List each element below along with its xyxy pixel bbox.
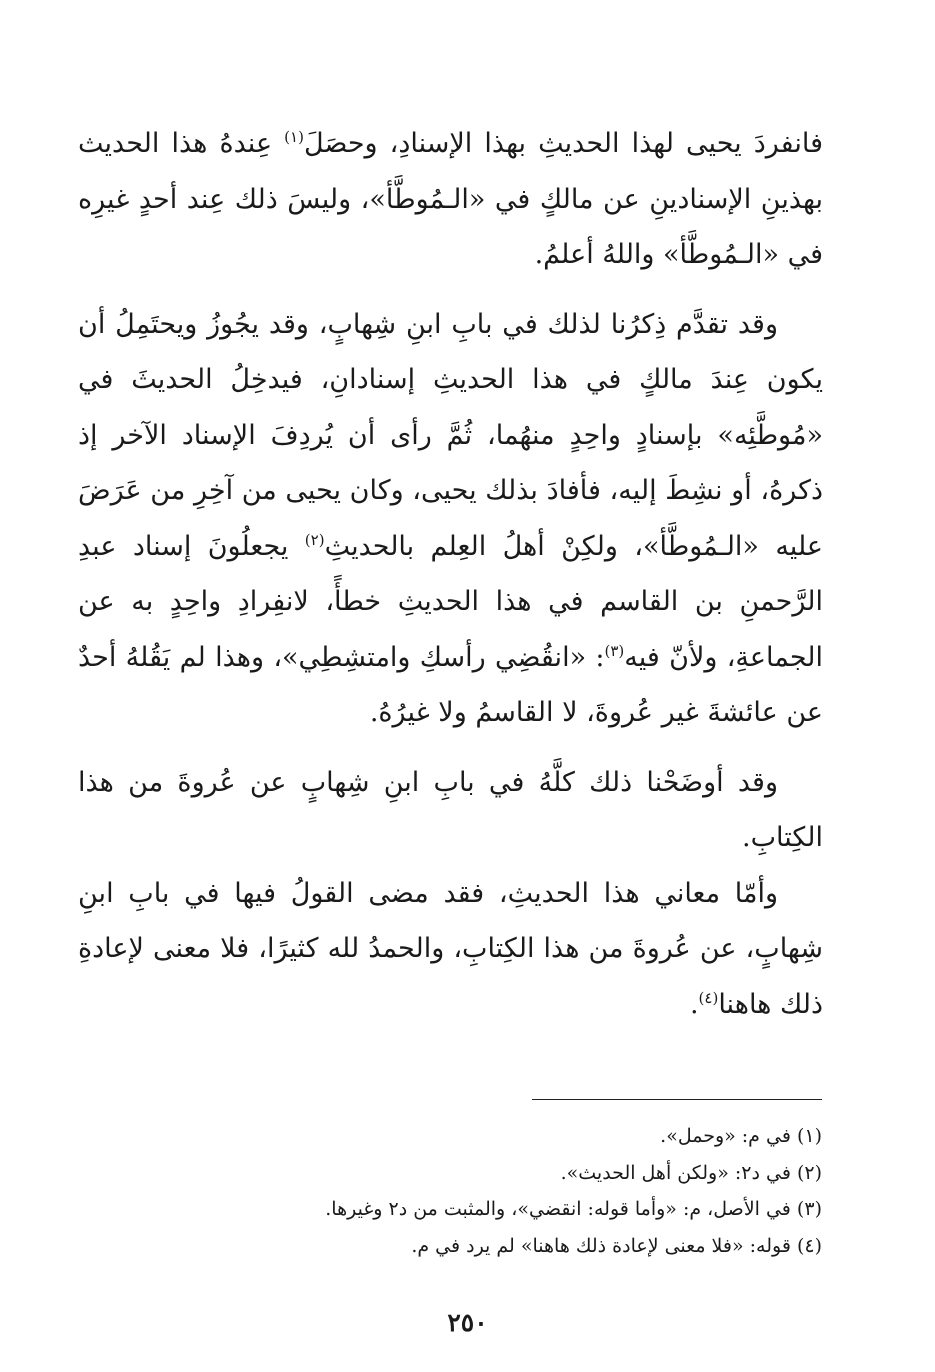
paragraph-4 — [78, 866, 823, 1033]
footnote-ref-2: (٢) — [304, 530, 325, 549]
paragraph-2-part-c: : «انقُضِي رأسكِ وامتشِطِي»، وهذا لم يَقُلهُ أحدٌ عن عائشةَ غير عُروةَ، لا القاسمُ ولا غيرُهُ. — [78, 641, 823, 728]
paragraph-2-part-a: وقد تقدَّم ذِكرُنا لذلك في بابِ ابنِ شِهابٍ، وقد يجُوزُ ويحتَمِلُ أن يكون عِندَ مالكٍ في هذا الحديثِ إسنادانِ، فيدخِلُ الحديثَ في «مُوطَّئِه» بإسنادٍ واحِدٍ منهُما، ثُمَّ رأى أن يُردِفَ الإسناد الآخر إذ ذكرهُ، أو نشِطَ إليه، فأفادَ بذلك يحيى، وكان يحيى من آخِرِ من عَرَضَ عليه «الـمُوطَّأ»، ولكِنْ أهلُ العِلم بالحديثِ — [78, 308, 824, 562]
page-number: ٢٥٠ — [447, 1308, 488, 1337]
footnote-ref-3: (٣) — [604, 641, 625, 660]
footnote-1: (١) في م: «وحمل». — [660, 1125, 822, 1147]
paragraph-3: وقد أوضَحْنا ذلك كلَّهُ في بابِ ابنِ شِهابٍ عن عُروةَ من هذا الكِتابِ. — [78, 766, 823, 853]
footnote-separator — [532, 1099, 822, 1100]
paragraph-1 — [78, 116, 823, 283]
footnote-4: (٤) قوله: «فلا معنى لإعادة ذلك هاهنا» لم يرد في م. — [411, 1234, 822, 1257]
paragraph-4-part-b: . — [689, 988, 699, 1020]
footnote-ref-4: (٤) — [698, 988, 719, 1007]
paragraph-2-part-b: يجعلُونَ إسناد عبدِ الرَّحمنِ بن القاسم في هذا الحديثِ خطأً، لانفِرادِ واحِدٍ به عن الجماعةِ، ولأنّ فيه — [78, 530, 823, 673]
footnotes — [200, 1118, 822, 1264]
main-text — [78, 116, 823, 1032]
footnote-3: (٣) في الأصل، م: «وأما قوله: انقضي»، والمثبت من د٢ وغيرها. — [325, 1198, 822, 1220]
paragraph-1-part-b: عِندهُ هذا الحديث بهذينِ الإسنادينِ عن مالكٍ في «الـمُوطَّأ»، وليسَ ذلك عِند أحدٍ غيرِه في «الـمُوطَّأ» واللهُ أعلمُ. — [78, 128, 823, 270]
paragraph-4-part-a: وأمّا معاني هذا الحديثِ، فقد مضى القولُ فيها في بابِ ابنِ شِهابٍ، عن عُروةَ من هذا الكِتابِ، والحمدُ لله كثيرًا، فلا معنى لإعادةِ ذلك هاهنا — [78, 877, 823, 1020]
paragraph-2 — [78, 297, 823, 741]
footnote-ref-1: (١) — [284, 128, 304, 146]
footnote-2: (٢) في د٢: «ولكن أهل الحديث». — [560, 1161, 822, 1184]
paragraph-1-part-a: فانفردَ يحيى لهذا الحديثِ بهذا الإسنادِ، وحصَلَ — [303, 128, 823, 159]
